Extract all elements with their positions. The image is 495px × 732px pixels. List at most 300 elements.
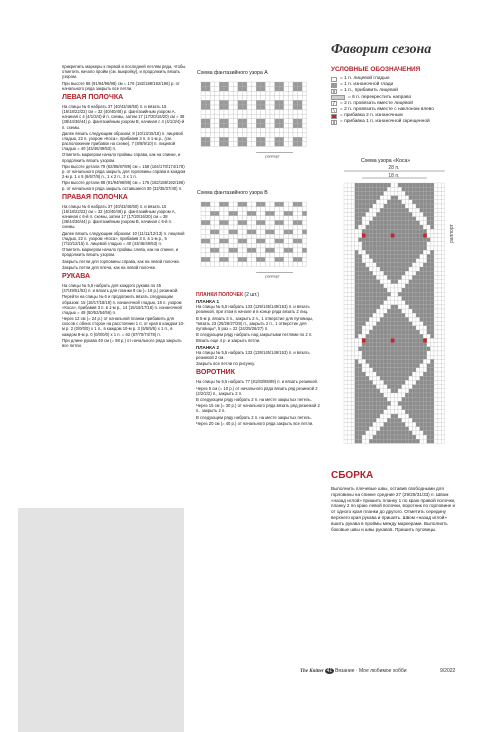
- chart-cell: [358, 305, 362, 309]
- chart-cell: [270, 239, 275, 244]
- chart-cell: [420, 435, 424, 439]
- chart-cell: [430, 322, 434, 326]
- chart-cell: [362, 334, 366, 338]
- chart-cell: [358, 431, 362, 435]
- chart-cell: [409, 385, 413, 389]
- chart-cell: [215, 105, 220, 110]
- chart-cell: [279, 100, 284, 105]
- chart-cell: [362, 401, 366, 405]
- chart-cell: [344, 309, 348, 313]
- chart-cell: [358, 196, 362, 200]
- chart-cell: [420, 301, 424, 305]
- chart-cell: [344, 364, 348, 368]
- chart-cell: [288, 123, 293, 128]
- chart-cell: [373, 418, 377, 422]
- chart-cell: [416, 183, 420, 187]
- chart-cell: [394, 296, 398, 300]
- chart-cell: [423, 309, 427, 313]
- chart-cell: [409, 288, 413, 292]
- chart-cell: [430, 326, 434, 330]
- chart-cell: [373, 280, 377, 284]
- chart-cell: [416, 233, 420, 237]
- chart-cell: [233, 262, 238, 267]
- chart-cell: [270, 243, 275, 248]
- chart-cell: [420, 330, 424, 334]
- chart-cell: [358, 347, 362, 351]
- chart-cell: [373, 431, 377, 435]
- chart-cell: [387, 284, 391, 288]
- chart-cell: [348, 372, 352, 376]
- chart-cell: [219, 87, 224, 92]
- chart-cell: [229, 253, 234, 258]
- chart-cell: [402, 355, 406, 359]
- chart-cell: [348, 364, 352, 368]
- chart-cell: [391, 288, 395, 292]
- chart-cell: [206, 257, 211, 262]
- chart-cell: [362, 284, 366, 288]
- chart-cell: [438, 280, 442, 284]
- chart-cell: [402, 254, 406, 258]
- chart-cell: [416, 343, 420, 347]
- chart-cell: [229, 137, 234, 142]
- chart-cell: [380, 364, 384, 368]
- chart-cell: [247, 225, 252, 230]
- chart-cell: [219, 133, 224, 138]
- chart-cell: [387, 246, 391, 250]
- chart-cell: [376, 389, 380, 393]
- chart-cell: [405, 330, 409, 334]
- chart-cell: [219, 119, 224, 124]
- chart-cell: [394, 246, 398, 250]
- chart-cell: [398, 271, 402, 275]
- increase-cell: [362, 233, 366, 237]
- chart-cell: [358, 284, 362, 288]
- chart-cell: [233, 253, 238, 258]
- chart-cell: [369, 229, 373, 233]
- chart-cell: [409, 393, 413, 397]
- chart-cell: [416, 427, 420, 431]
- chart-cell: [302, 91, 307, 96]
- chart-cell: [293, 239, 298, 244]
- chart-cell: [284, 225, 289, 230]
- chart-cell: [369, 246, 373, 250]
- chart-cell: [373, 355, 377, 359]
- chart-cell: [441, 292, 445, 296]
- chart-cell: [284, 202, 289, 207]
- chart-cell: [247, 91, 252, 96]
- cable-scheme-title: Схема узора «Коса»: [361, 158, 411, 164]
- chart-cell: [233, 114, 238, 119]
- chart-cell: [362, 322, 366, 326]
- chart-cell: [355, 200, 359, 204]
- chart-cell: [369, 351, 373, 355]
- chart-cell: [293, 133, 298, 138]
- chart-cell: [270, 202, 275, 207]
- chart-cell: [405, 301, 409, 305]
- increase-cell: [362, 338, 366, 342]
- chart-cell: [387, 422, 391, 426]
- chart-cell: [284, 96, 289, 101]
- chart-cell: [256, 82, 261, 87]
- chart-cell: [409, 359, 413, 363]
- chart-cell: [201, 137, 206, 142]
- chart-cell: [373, 250, 377, 254]
- chart-cell: [434, 301, 438, 305]
- chart-cell: [380, 317, 384, 321]
- chart-cell: [380, 368, 384, 372]
- chart-cell: [348, 246, 352, 250]
- chart-cell: [416, 200, 420, 204]
- chart-cell: [215, 128, 220, 133]
- chart-cell: [238, 211, 243, 216]
- chart-cell: [412, 414, 416, 418]
- chart-cell: [430, 212, 434, 216]
- chart-cell: [270, 225, 275, 230]
- chart-cell: [256, 91, 261, 96]
- chart-cell: [247, 248, 252, 253]
- chart-cell: [416, 221, 420, 225]
- chart-cell: [219, 225, 224, 230]
- chart-cell: [351, 263, 355, 267]
- chart-cell: [441, 393, 445, 397]
- chart-cell: [423, 183, 427, 187]
- chart-cell: [398, 309, 402, 313]
- sleeves-para-1: На спицы № 5,5 набрать для каждого рукава по 45 (47/49/51/53) п. и вязать для планки 8 см (= 16 р.) резинкой.: [62, 283, 179, 294]
- chart-cell: [224, 105, 229, 110]
- chart-cell: [219, 207, 224, 212]
- chart-cell: [344, 288, 348, 292]
- chart-cell: [265, 257, 270, 262]
- chart-cell: [362, 292, 366, 296]
- chart-cell: [238, 82, 243, 87]
- chart-cell: [261, 207, 266, 212]
- chart-cell: [358, 372, 362, 376]
- chart-cell: [373, 246, 377, 250]
- chart-cell: [348, 292, 352, 296]
- chart-cell: [344, 292, 348, 296]
- chart-cell: [369, 334, 373, 338]
- chart-cell: [391, 418, 395, 422]
- chart-cell: [380, 259, 384, 263]
- right-front-para-4: Закрыть петли для горловины справа, как на левой полочке.: [62, 258, 181, 264]
- chart-cell: [430, 427, 434, 431]
- chart-cell: [261, 202, 266, 207]
- chart-cell: [384, 326, 388, 330]
- chart-cell: [434, 435, 438, 439]
- chart-cell: [416, 393, 420, 397]
- chart-cell: [362, 217, 366, 221]
- chart-cell: [373, 406, 377, 410]
- chart-cell: [279, 82, 284, 87]
- chart-cell: [384, 301, 388, 305]
- chart-cell: [380, 301, 384, 305]
- chart-cell: [215, 239, 220, 244]
- chart-cell: [430, 338, 434, 342]
- chart-cell: [402, 393, 406, 397]
- chart-cell: [210, 114, 215, 119]
- chart-cell: [427, 317, 431, 321]
- chart-cell: [275, 257, 280, 262]
- chart-cell: [284, 105, 289, 110]
- legend-label: = прибавка 1 п. изнаночной скрещенной: [340, 119, 430, 125]
- chart-cell: [380, 326, 384, 330]
- chart-cell: [284, 137, 289, 142]
- chart-cell: [206, 230, 211, 235]
- chart-cell: [441, 343, 445, 347]
- chart-cell: [275, 137, 280, 142]
- chart-cell: [275, 234, 280, 239]
- chart-cell: [247, 239, 252, 244]
- chart-cell: [302, 137, 307, 142]
- chart-cell: [369, 296, 373, 300]
- chart-cell: [373, 435, 377, 439]
- chart-cell: [351, 376, 355, 380]
- chart-cell: [373, 200, 377, 204]
- chart-cell: [391, 196, 395, 200]
- chart-cell: [416, 439, 420, 443]
- right-front-para-5: Закрыть петли для плеча, как на левой полочке.: [62, 264, 157, 270]
- chart-cell: [238, 207, 243, 212]
- chart-cell: [252, 239, 257, 244]
- assembly-sentence: Пришить пуговицы.: [395, 526, 437, 532]
- chart-cell: [434, 376, 438, 380]
- chart-cell: [430, 217, 434, 221]
- chart-cell: [358, 439, 362, 443]
- chart-cell: [366, 380, 370, 384]
- chart-cell: [302, 243, 307, 248]
- chart-cell: [229, 91, 234, 96]
- chart-cell: [409, 305, 413, 309]
- left-front-heading: ЛЕВАЯ ПОЛОЧКА: [62, 93, 124, 101]
- chart-cell: [423, 271, 427, 275]
- chart-cell: [302, 248, 307, 253]
- chart-cell: [391, 422, 395, 426]
- chart-cell: [420, 200, 424, 204]
- chart-cell: [391, 259, 395, 263]
- chart-cell: [423, 254, 427, 258]
- chart-cell: [412, 418, 416, 422]
- chart-cell: [384, 212, 388, 216]
- band1-para-1: На спицы № 5,5 набрать 133 (139/145/149/153) п. и вязать резинкой, при этом в начале и в конце ряда вязать 2 лиц.: [196, 304, 310, 315]
- chart-cell: [351, 187, 355, 191]
- chart-cell: [348, 351, 352, 355]
- chart-cell: [434, 317, 438, 321]
- chart-cell: [293, 123, 298, 128]
- chart-cell: [380, 296, 384, 300]
- chart-cell: [391, 347, 395, 351]
- chart-cell: [427, 271, 431, 275]
- chart-cell: [362, 330, 366, 334]
- chart-cell: [261, 100, 266, 105]
- chart-cell: [351, 301, 355, 305]
- chart-cell: [355, 254, 359, 258]
- chart-cell: [210, 257, 215, 262]
- collar-heading: ВОРОТНИК: [196, 369, 235, 377]
- chart-cell: [391, 389, 395, 393]
- chart-cell: [238, 216, 243, 221]
- chart-cell: [427, 322, 431, 326]
- chart-cell: [284, 220, 289, 225]
- chart-cell: [394, 292, 398, 296]
- chart-cell: [373, 439, 377, 443]
- chart-cell: [275, 87, 280, 92]
- chart-cell: [256, 128, 261, 133]
- chart-cell: [344, 212, 348, 216]
- width-label: 28 п.: [388, 165, 400, 171]
- chart-cell: [366, 343, 370, 347]
- chart-cell: [405, 431, 409, 435]
- chart-cell: [219, 137, 224, 142]
- chart-cell: [369, 191, 373, 195]
- chart-cell: [229, 114, 234, 119]
- chart-cell: [441, 355, 445, 359]
- chart-cell: [394, 309, 398, 313]
- chart-cell: [270, 262, 275, 267]
- chart-cell: [369, 313, 373, 317]
- chart-cell: [416, 271, 420, 275]
- chart-cell: [275, 207, 280, 212]
- chart-cell: [358, 254, 362, 258]
- chart-cell: [409, 233, 413, 237]
- chart-cell: [288, 230, 293, 235]
- chart-cell: [434, 191, 438, 195]
- chart-cell: [387, 410, 391, 414]
- chart-cell: [398, 431, 402, 435]
- chart-cell: [265, 110, 270, 115]
- chart-cell: [416, 305, 420, 309]
- chart-cell: [351, 217, 355, 221]
- chart-cell: [380, 427, 384, 431]
- chart-cell: [238, 202, 243, 207]
- chart-cell: [233, 220, 238, 225]
- chart-cell: [293, 110, 298, 115]
- chart-cell: [242, 100, 247, 105]
- sleeves-para-4: При длине рукава 49 см (= 98 р.) от начального ряда закрыть все петли.: [62, 337, 182, 348]
- chart-cell: [380, 183, 384, 187]
- chart-cell: [384, 271, 388, 275]
- chart-cell: [366, 196, 370, 200]
- chart-cell: [409, 275, 413, 279]
- chart-cell: [416, 309, 420, 313]
- chart-cell: [416, 292, 420, 296]
- chart-cell: [355, 187, 359, 191]
- chart-cell: [351, 347, 355, 351]
- chart-cell: [373, 410, 377, 414]
- chart-cell: [206, 100, 211, 105]
- chart-cell: [279, 123, 284, 128]
- chart-cell: [298, 207, 303, 212]
- collar-para-5: В следующем ряду набрать 2 п. на месте закрытых петель.: [196, 414, 312, 420]
- chart-cell: [420, 414, 424, 418]
- chart-cell: [358, 263, 362, 267]
- chart-cell: [358, 301, 362, 305]
- chart-cell: [420, 364, 424, 368]
- chart-cell: [427, 217, 431, 221]
- chart-cell: [420, 221, 424, 225]
- bands-heading: ПЛАНКИ ПОЛОЧЕК (2 шт.): [196, 292, 260, 298]
- chart-cell: [373, 296, 377, 300]
- chart-cell: [366, 250, 370, 254]
- chart-cell: [391, 208, 395, 212]
- chart-cell: [210, 119, 215, 124]
- chart-cell: [394, 410, 398, 414]
- chart-cell: [434, 225, 438, 229]
- chart-cell: [247, 262, 252, 267]
- chart-cell: [384, 242, 388, 246]
- chart-cell: [355, 380, 359, 384]
- chart-cell: [387, 385, 391, 389]
- chart-cell: [423, 393, 427, 397]
- chart-cell: [416, 372, 420, 376]
- chart-cell: [233, 243, 238, 248]
- chart-cell: [405, 259, 409, 263]
- chart-cell: [394, 225, 398, 229]
- chart-cell: [391, 410, 395, 414]
- chart-cell: [206, 225, 211, 230]
- chart-cell: [242, 114, 247, 119]
- chart-cell: [416, 431, 420, 435]
- chart-cell: [427, 313, 431, 317]
- chart-cell: [387, 217, 391, 221]
- chart-cell: [412, 431, 416, 435]
- chart-cell: [376, 376, 380, 380]
- chart-cell: [394, 435, 398, 439]
- chart-cell: [215, 119, 220, 124]
- chart-cell: [387, 259, 391, 263]
- chart-cell: [362, 196, 366, 200]
- chart-cell: [420, 393, 424, 397]
- chart-cell: [394, 439, 398, 443]
- chart-cell: [387, 196, 391, 200]
- chart-cell: [344, 221, 348, 225]
- chart-cell: [201, 128, 206, 133]
- chart-cell: [358, 351, 362, 355]
- chart-cell: [376, 326, 380, 330]
- chart-cell: [420, 338, 424, 342]
- chart-cell: [387, 418, 391, 422]
- chart-cell: [366, 305, 370, 309]
- chart-cell: [420, 263, 424, 267]
- chart-cell: [380, 355, 384, 359]
- chart-cell: [362, 393, 366, 397]
- chart-cell: [219, 211, 224, 216]
- chart-cell: [362, 439, 366, 443]
- chart-cell: [391, 263, 395, 267]
- chart-cell: [252, 114, 257, 119]
- chart-cell: [366, 439, 370, 443]
- chart-cell: [358, 242, 362, 246]
- chart-cell: [441, 217, 445, 221]
- chart-cell: [348, 229, 352, 233]
- chart-cell: [405, 347, 409, 351]
- chart-cell: [224, 91, 229, 96]
- chart-cell: [252, 128, 257, 133]
- chart-cell: [394, 380, 398, 384]
- chart-cell: [405, 208, 409, 212]
- chart-cell: [391, 191, 395, 195]
- chart-cell: [279, 133, 284, 138]
- chart-cell: [355, 406, 359, 410]
- chart-cell: [409, 422, 413, 426]
- chart-cell: [293, 225, 298, 230]
- chart-cell: [242, 216, 247, 221]
- scheme-a-chart: [195, 78, 321, 162]
- chart-cell: [394, 351, 398, 355]
- chart-cell: [373, 275, 377, 279]
- chart-cell: [275, 225, 280, 230]
- chart-cell: [302, 123, 307, 128]
- chart-cell: [288, 114, 293, 119]
